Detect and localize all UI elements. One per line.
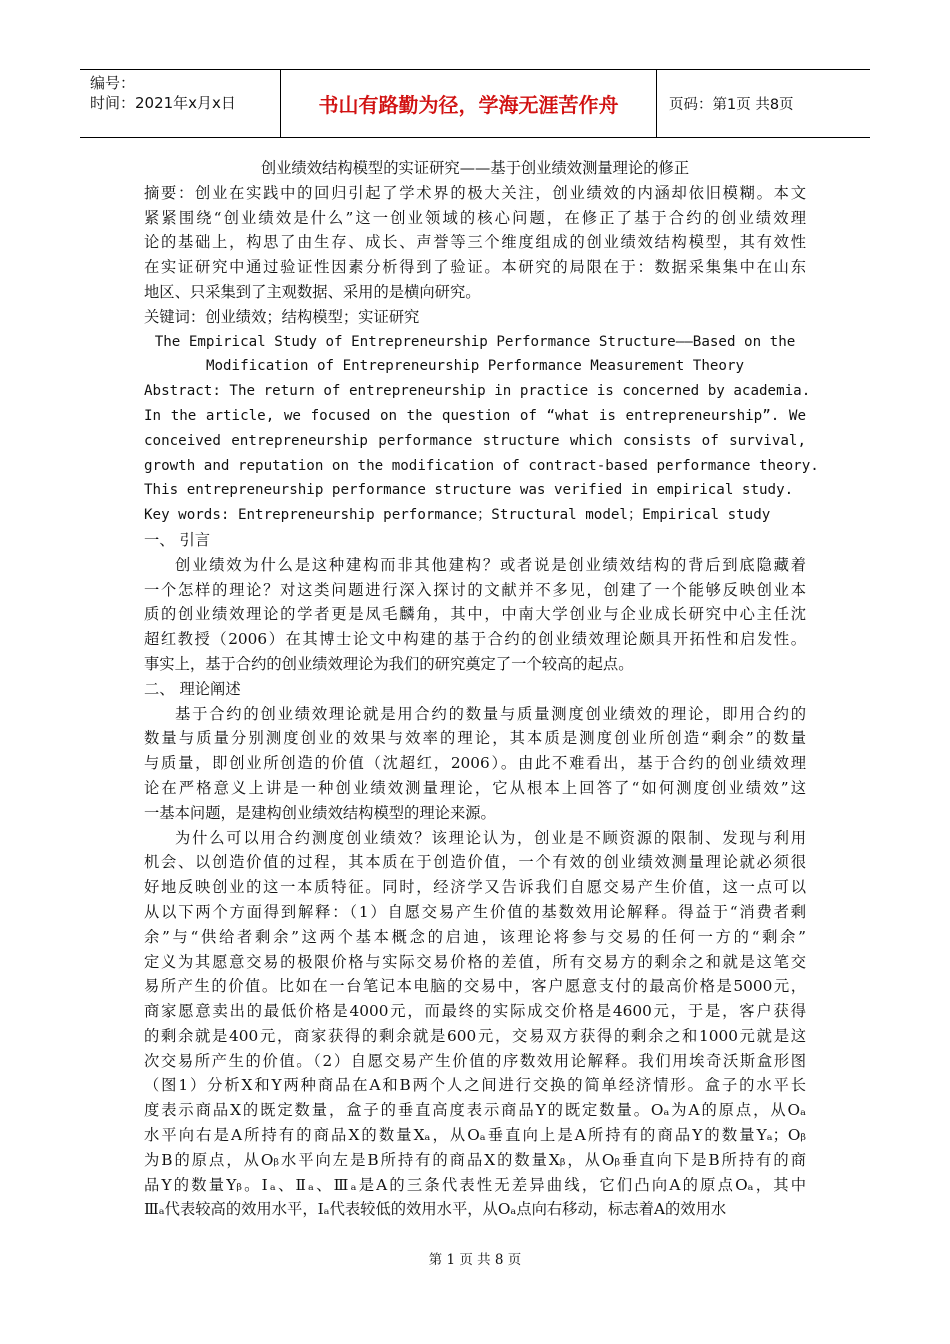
text-line: 的剩余就是400元，商家获得的剩余就是600元，交易双方获得的剩余之和1000元就是这 bbox=[144, 1026, 806, 1045]
paper-title: 创业绩效结构模型的实证研究——基于创业绩效测量理论的修正 bbox=[260, 159, 690, 177]
text-line: 基于合约的创业绩效理论就是用合约的数量与质量测度创业绩效的理论，即用合约的 bbox=[175, 704, 806, 723]
text-line: 创业绩效为什么是这种建构而非其他建构？或者说是创业绩效结构的背后到底隐藏着 bbox=[175, 555, 806, 574]
section2-paragraph-1 bbox=[144, 702, 806, 826]
keywords-line: 关键词：创业绩效；结构模型；实证研究 bbox=[144, 307, 420, 326]
text-line: 地区、只采集到了主观数据、采用的是横向研究。 bbox=[144, 282, 481, 301]
english-keywords-line: Key words: Entrepreneurship performance；Structural model；Empirical study bbox=[144, 507, 771, 524]
text-line: This entrepreneurship performance structure was verified in empirical study. bbox=[144, 482, 794, 499]
doc-time-label: 时间：2021年x月x日 bbox=[90, 94, 236, 112]
section2-heading: 二、 理论阐述 bbox=[144, 679, 241, 698]
text-line: 商家愿意卖出的最低价格是4000元，而最终的实际成交价格是4600元，于是，客户获得 bbox=[144, 1002, 806, 1021]
text-line: 余”与“供给者剩余”这两个基本概念的启迪，该理论将参与交易的任何一方的“剩余” bbox=[144, 927, 806, 946]
text-line: 摘要：创业在实践中的回归引起了学术界的极大关注，创业绩效的内涵却依旧模糊。本文 bbox=[144, 183, 806, 202]
text-line: 从以下两个方面得到解释：（1）自愿交易产生价值的基数效用论解释。得益于“消费者剩 bbox=[144, 902, 806, 921]
text-line: Ⅲₐ代表较高的效用水平，Ⅰₐ代表较低的效用水平，从Oₐ点向右移动，标志着A的效用水 bbox=[144, 1200, 727, 1219]
section2-paragraph-2 bbox=[144, 826, 806, 1223]
header-motto: 书山有路勤为径，学海无涯苦作舟 bbox=[280, 70, 657, 137]
header-page-info: 页码：第1页 共8页 bbox=[669, 97, 794, 113]
page-footer: 第 1 页 共 8 页 bbox=[428, 1252, 522, 1268]
abstract-block bbox=[144, 181, 806, 305]
text-line: 紧紧围绕“创业绩效是什么”这一创业领域的核心问题，在修正了基于合约的创业绩效理 bbox=[144, 208, 806, 227]
text-line: 数量与质量分别测度创业的效果与效率的理论，其本质是测度创业所创造“剩余”的数量 bbox=[144, 729, 806, 748]
text-line: 论在严格意义上讲是一种创业绩效测量理论，它从根本上回答了“如何测度创业绩效”这 bbox=[144, 778, 806, 797]
english-title-block bbox=[144, 330, 806, 380]
text-line: 超红教授（2006）在其博士论文中构建的基于合约的创业绩效理论颇具开拓性和启发性。 bbox=[144, 630, 806, 649]
header-meta bbox=[80, 70, 280, 137]
text-line: growth and reputation on the modification of contract-based performance theory. bbox=[144, 457, 819, 474]
doc-number-label: 编号： bbox=[90, 74, 136, 92]
section1-heading: 一、 引言 bbox=[144, 530, 211, 549]
text-line: 定义为其愿意交易的极限价格与实际交易价格的差值，所有交易方的剩余之和就是这笔交 bbox=[144, 952, 806, 971]
english-abstract-block bbox=[144, 379, 819, 503]
page-header bbox=[80, 69, 870, 138]
text-line: 事实上，基于合约的创业绩效理论为我们的研究奠定了一个较高的起点。 bbox=[144, 654, 634, 673]
text-line: 易所产生的价值。比如在一台笔记本电脑的交易中，客户愿意支付的最高价格是5000元， bbox=[144, 977, 806, 996]
text-line: 在实证研究中通过验证性因素分析得到了验证。本研究的局限在于：数据采集集中在山东 bbox=[144, 258, 806, 277]
section1-paragraph bbox=[144, 553, 806, 677]
text-line: （图1）分析X和Y两种商品在A和B两个人之间进行交换的简单经济情形。盒子的水平长 bbox=[144, 1076, 806, 1095]
text-line: 次交易所产生的价值。（2）自愿交易产生价值的序数效用论解释。我们用埃奇沃斯盒形图 bbox=[144, 1051, 806, 1070]
text-line: 为B的原点，从Oᵦ水平向左是B所持有的商品X的数量Xᵦ，从Oᵦ垂直向下是B所持有的商 bbox=[144, 1150, 806, 1169]
text-line: Abstract: The return of entrepreneurship in practice is concerned by academia. bbox=[144, 383, 811, 400]
text-line: 水平向右是A所持有的商品X的数量Xₐ，从Oₐ垂直向上是A所持有的商品Y的数量Yₐ；Oᵦ bbox=[144, 1126, 806, 1145]
paper-body bbox=[144, 156, 819, 1222]
text-line: 好地反映创业的这一本质特征。同时，经济学又告诉我们自愿交易产生价值，这一点可以 bbox=[144, 878, 806, 897]
text-line: 质的创业绩效理论的学者更是凤毛麟角，其中，中南大学创业与企业成长研究中心主任沈 bbox=[144, 605, 806, 624]
text-line: 论的基础上，构思了由生存、成长、声誉等三个维度组成的创业绩效结构模型，其有效性 bbox=[144, 233, 806, 252]
text-line: In the article, we focused on the question of “what is entrepreneurship”. We bbox=[144, 407, 806, 424]
text-line: 机会、以创造价值的过程，其本质在于创造价值，一个有效的创业绩效测量理论就必须很 bbox=[144, 853, 806, 872]
text-line: 品Y的数量Yᵦ。Ⅰₐ、Ⅱₐ、Ⅲₐ是A的三条代表性无差异曲线，它们凸向A的原点Oₐ，其中 bbox=[144, 1175, 806, 1194]
text-line: Modification of Entrepreneurship Performance Measurement Theory bbox=[205, 358, 745, 375]
text-line: 度表示商品X的既定数量，盒子的垂直高度表示商品Y的既定数量。Oₐ为A的原点，从Oₐ bbox=[144, 1101, 806, 1120]
text-line: 一个怎样的理论？对这类问题进行深入探讨的文献并不多见，创建了一个能够反映创业本 bbox=[144, 580, 806, 599]
text-line: 一基本问题，是建构创业绩效结构模型的理论来源。 bbox=[144, 803, 496, 822]
text-line: The Empirical Study of Entrepreneurship Performance Structure——Based on the bbox=[154, 333, 796, 350]
text-line: conceived entrepreneurship performance structure which consists of survival, bbox=[144, 432, 806, 449]
text-line: 为什么可以用合约测度创业绩效？该理论认为，创业是不顾资源的限制、发现与利用 bbox=[175, 828, 806, 847]
text-line: 与质量，即创业所创造的价值（沈超红，2006）。由此不难看出，基于合约的创业绩效理 bbox=[144, 754, 806, 773]
